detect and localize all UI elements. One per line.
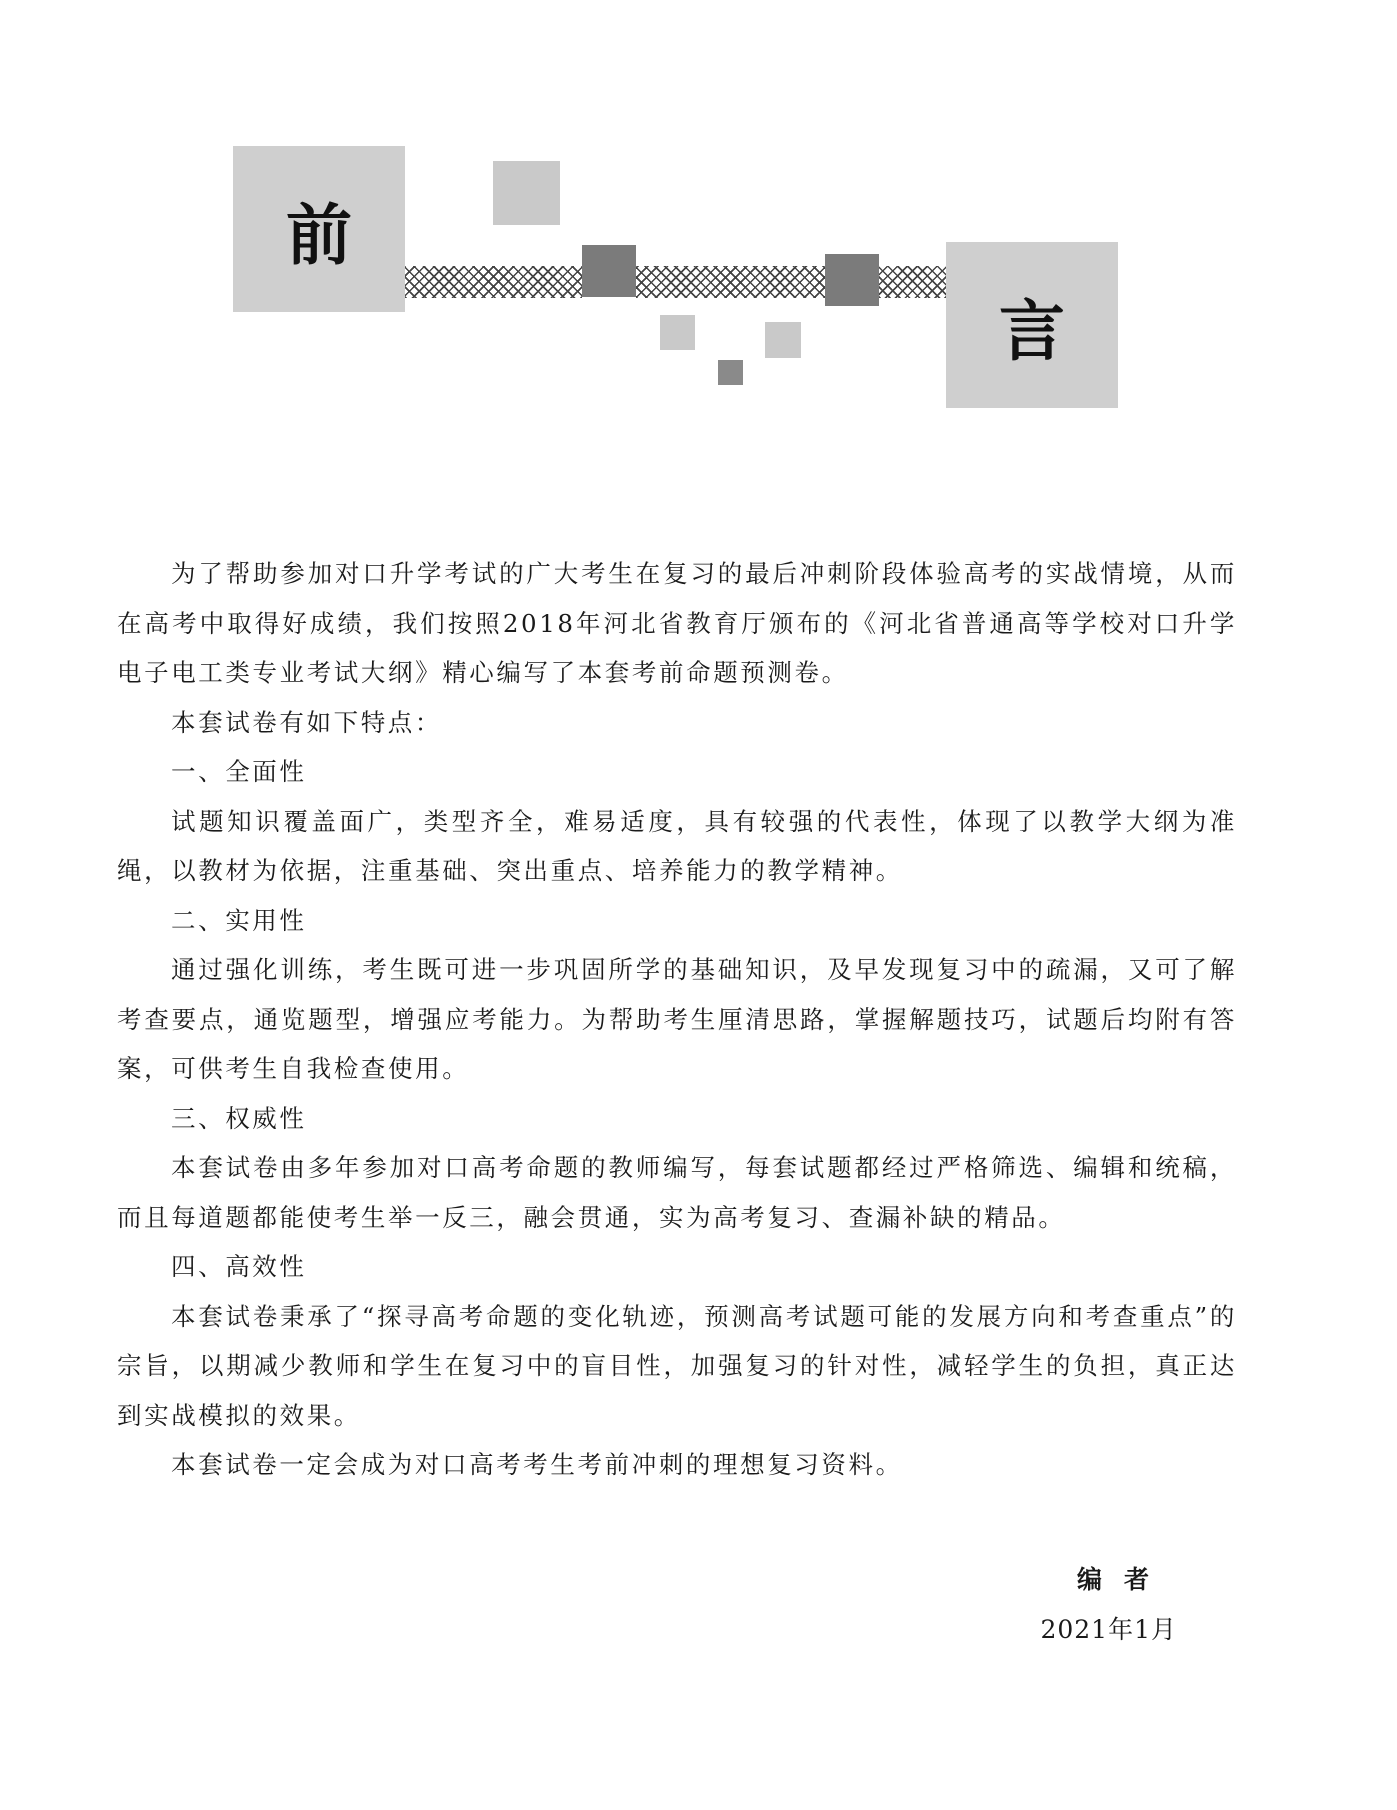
signature-block <box>1040 1555 1177 1655</box>
title-char-right: 言 <box>999 292 1065 370</box>
paragraph-practicality: 通过强化训练，考生既可进一步巩固所学的基础知识，及早发现复习中的疏漏，又可了解考查要点，通览题型，增强应考能力。为帮助考生厘清思路，掌握解题技巧，试题后均附有答案，可供考生自我检查使用。 <box>117 955 1237 1083</box>
paragraph-authority: 本套试卷由多年参加对口高考命题的教师编写，每套试题都经过严格筛选、编辑和统稿，而且每道题都能使考生举一反三，融会贯通，实为高考复习、查漏补缺的精品。 <box>117 1153 1237 1232</box>
pattern-strip-2 <box>636 266 825 298</box>
heading-efficiency: 四、高效性 <box>171 1252 307 1281</box>
heading-authority: 三、权威性 <box>171 1103 307 1133</box>
title-char-left: 前 <box>286 196 352 274</box>
paragraph-features-lead: 本套试卷有如下特点： <box>171 707 442 737</box>
paragraph-comprehensiveness: 试题知识覆盖面广，类型齐全，难易适度，具有较强的代表性，体现了以教学大纲为准绳，以教材为依据，注重基础、突出重点、培养能力的教学精神。 <box>117 806 1237 885</box>
paragraph-conclusion: 本套试卷一定会成为对口高考考生考前冲刺的理想复习资料。 <box>171 1450 903 1479</box>
preface-body <box>117 549 1237 1490</box>
signature-author: 编者 <box>1076 1565 1171 1594</box>
title-box-right <box>946 242 1118 408</box>
header-decoration <box>0 0 1397 430</box>
decor-square-dark-left <box>582 245 636 297</box>
decor-square-light-small-left <box>660 315 695 350</box>
decor-square-light-small-right <box>765 322 801 358</box>
heading-comprehensiveness: 一、全面性 <box>171 757 307 786</box>
decor-square-light-top <box>493 161 560 225</box>
title-box-left <box>233 146 405 312</box>
paragraph-efficiency: 本套试卷秉承了“探寻高考命题的变化轨迹，预测高考试题可能的发展方向和考查重点”的宗旨，以期减少教师和学生在复习中的盲目性，加强复习的针对性，减轻学生的负担，真正达到实战模拟的效果。 <box>117 1301 1237 1430</box>
decor-square-dark-right <box>825 254 879 306</box>
pattern-strip-3 <box>879 266 946 298</box>
heading-practicality: 二、实用性 <box>171 905 307 935</box>
pattern-strip-1 <box>405 266 582 298</box>
decor-square-dark-small <box>718 360 743 385</box>
signature-date: 2021年1月 <box>1040 1615 1177 1644</box>
paragraph-intro: 为了帮助参加对口升学考试的广大考生在复习的最后冲刺阶段体验高考的实战情境，从而在高考中取得好成绩，我们按照2018年河北省教育厅颁布的《河北省普通高等学校对口升学电子电工类专业考试大纲》精心编写了本套考前命题预测卷。 <box>117 559 1237 687</box>
